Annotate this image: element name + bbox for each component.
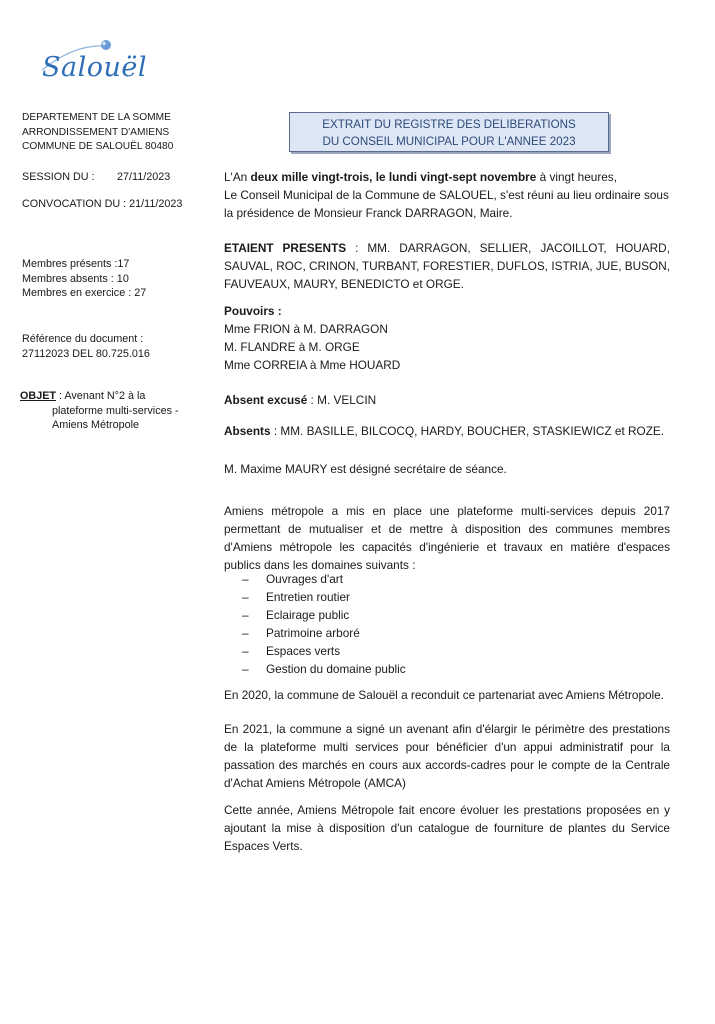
objet-label: OBJET	[20, 390, 56, 402]
header-line: EXTRAIT DU REGISTRE DES DELIBERATIONS	[322, 118, 576, 131]
domaines-list	[224, 570, 670, 678]
absents-label: Absents	[224, 424, 271, 438]
list-item: – Eclairage public	[224, 606, 670, 624]
secretaire-line: M. Maxime MAURY est désigné secrétaire de séance.	[224, 462, 507, 476]
objet-line: : Avenant N°2 à la	[59, 390, 146, 402]
membres-line: Membres présents :17	[22, 258, 130, 270]
session-value: 27/11/2023	[117, 171, 171, 183]
intro-text: à vingt heures,	[536, 170, 617, 184]
absents-text: : MM. BASILLE, BILCOCQ, HARDY, BOUCHER, STASKIEWICZ et ROZE.	[270, 424, 665, 438]
commune-logo	[34, 36, 164, 96]
list-item: – Patrimoine arboré	[224, 624, 670, 642]
dept-line: COMMUNE DE SALOUËL 80480	[22, 141, 174, 152]
presents-label: ETAIENT PRESENTS	[224, 241, 347, 255]
absents	[224, 422, 670, 440]
convocation-date: CONVOCATION DU : 21/11/2023	[22, 198, 183, 210]
intro-text: la présidence de Monsieur Franck DARRAGON, Maire.	[224, 206, 513, 220]
intro-text: Le Conseil Municipal de la Commune de SALOUEL, s'est réuni au lieu ordinaire sous	[224, 188, 669, 202]
presents-text: : MM. DARRAGON, SELLIER, JACOILLOT, HOUARD, SAUVAL, ROC, CRINON, TURBANT, FORESTIER, DUFLOS, ISTRIA, JUE, BUSON, FAUVEAUX, MAURY, BENEDICTO et ORGE.	[224, 241, 670, 291]
intro-date: deux mille vingt-trois, le lundi vingt-sept novembre	[250, 170, 537, 184]
pouvoir-item: Mme CORREIA à Mme HOUARD	[224, 358, 401, 372]
absent-excuse	[224, 391, 670, 409]
presents-paragraph	[224, 239, 670, 293]
objet-line: Amiens Métropole	[52, 419, 140, 431]
list-item: – Espaces verts	[224, 642, 670, 660]
reference-block	[22, 332, 202, 361]
excuse-text: : M. VELCIN	[307, 393, 377, 407]
paragraph-plateforme: Amiens métropole a mis en place une plateforme multi-services depuis 2017 permettant de mutualiser et de mettre à disposition des communes membres d'Amiens métropole les capacités d'ingénierie et travaux en matière d'espaces publics dans les domaines suivants :	[224, 504, 670, 572]
pouvoirs-block	[224, 302, 670, 374]
reference-value: 27112023 DEL 80.725.016	[22, 347, 150, 360]
objet-line: plateforme multi-services -	[52, 404, 179, 417]
session-date	[22, 170, 202, 185]
objet-block	[20, 389, 200, 433]
header-line: DU CONSEIL MUNICIPAL POUR L'ANNEE 2023	[322, 135, 576, 148]
membres-line: Membres en exercice : 27	[22, 287, 147, 299]
registre-header	[289, 112, 609, 152]
membres-block	[22, 257, 202, 301]
list-item: – Gestion du domaine public	[224, 660, 670, 678]
membres-line: Membres absents : 10	[22, 272, 129, 285]
dept-line: ARRONDISSEMENT D'AMIENS	[22, 126, 170, 138]
list-item: – Ouvrages d'art	[224, 570, 670, 588]
pouvoir-item: Mme FRION à M. DARRAGON	[224, 322, 388, 336]
excuse-label: Absent excusé	[224, 393, 308, 407]
session-label: SESSION DU :	[22, 171, 95, 183]
pouvoir-item: M. FLANDRE à M. ORGE	[224, 340, 360, 354]
logo-text: Salouël	[42, 52, 147, 83]
paragraph-2020: En 2020, la commune de Salouël a reconduit ce partenariat avec Amiens Métropole.	[224, 688, 665, 702]
list-item: – Entretien routier	[224, 588, 670, 606]
pouvoirs-label: Pouvoirs :	[224, 304, 282, 318]
dept-line: DEPARTEMENT DE LA SOMME	[22, 112, 171, 123]
intro-text: L'An	[224, 170, 251, 184]
paragraph-cette-annee: Cette année, Amiens Métropole fait encore évoluer les prestations proposées en y ajoutant la mise à disposition d'un catalogue de fourniture de plantes du Service Espaces Verts.	[224, 803, 670, 853]
reference-label: Référence du document :	[22, 333, 144, 345]
department-block	[22, 111, 202, 155]
paragraph-2021: En 2021, la commune a signé un avenant afin d'élargir le périmètre des prestations de la plateforme multi services pour bénéficier d'un appui administratif pour la passation des marchés en cours aux accords-cadres pour le compte de la Centrale d'Achat Amiens Métropole (AMCA)	[224, 722, 670, 790]
intro-paragraph	[224, 168, 670, 222]
